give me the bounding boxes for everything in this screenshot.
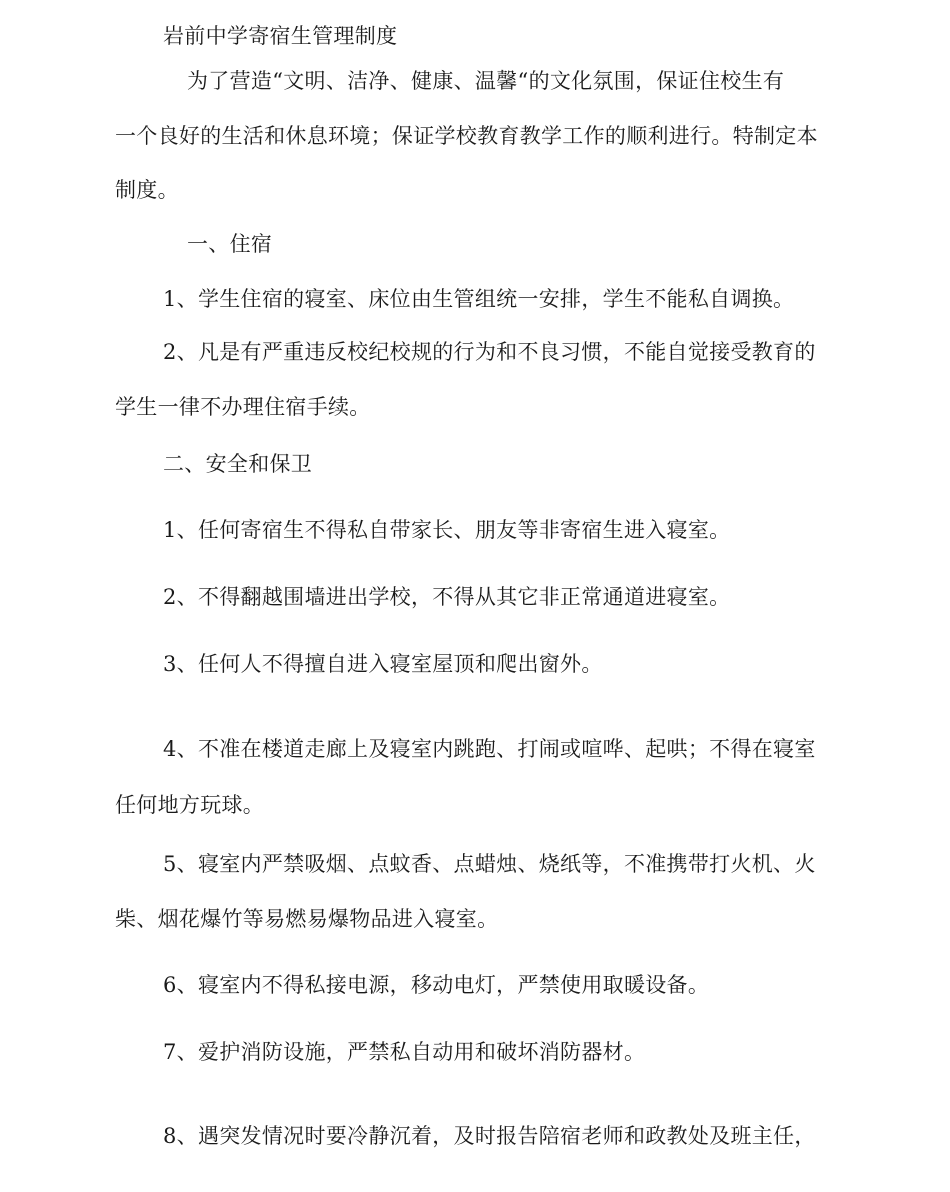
document-title: 岩前中学寄宿生管理制度 [163,24,398,48]
safety-item-7: 7、爱护消防设施，严禁私自动用和破坏消防器材。 [163,1040,646,1064]
intro-line-2: 一个良好的生活和休息环境；保证学校教育教学工作的顺利进行。特制定本 [115,124,818,148]
lodging-item-2-line-2: 学生一律不办理住宿手续。 [115,395,371,419]
intro-line-1: 为了营造“文明、洁净、健康、温馨“的文化氛围，保证住校生有 [187,69,785,93]
safety-item-6: 6、寝室内不得私接电源，移动电灯，严禁使用取暖设备。 [163,973,710,997]
safety-item-4-line-2: 任何地方玩球。 [115,793,265,817]
safety-item-4-line-1: 4、不准在楼道走廊上及寝室内跳跑、打闹或喧哗、起哄；不得在寝室 [163,737,816,761]
section-heading-lodging: 一、住宿 [187,232,273,256]
lodging-item-2-line-1: 2、凡是有严重违反校纪校规的行为和不良习惯，不能自觉接受教育的 [163,340,816,364]
safety-item-8-line-1: 8、遇突发情况时要冷静沉着，及时报告陪宿老师和政教处及班主任， [163,1124,816,1148]
section-heading-safety: 二、安全和保卫 [163,452,313,476]
safety-item-3: 3、任何人不得擅自进入寝室屋顶和爬出窗外。 [163,652,603,676]
safety-item-5-line-2: 柴、烟花爆竹等易燃易爆物品进入寝室。 [115,907,499,931]
safety-item-5-line-1: 5、寝室内严禁吸烟、点蚊香、点蜡烛、烧纸等，不准携带打火机、火 [163,852,816,876]
intro-line-3: 制度。 [115,178,179,202]
safety-item-2: 2、不得翻越围墙进出学校，不得从其它非正常通道进寝室。 [163,585,731,609]
safety-item-1: 1、任何寄宿生不得私自带家长、朋友等非寄宿生进入寝室。 [163,518,731,542]
lodging-item-1: 1、学生住宿的寝室、床位由生管组统一安排，学生不能私自调换。 [163,287,795,311]
